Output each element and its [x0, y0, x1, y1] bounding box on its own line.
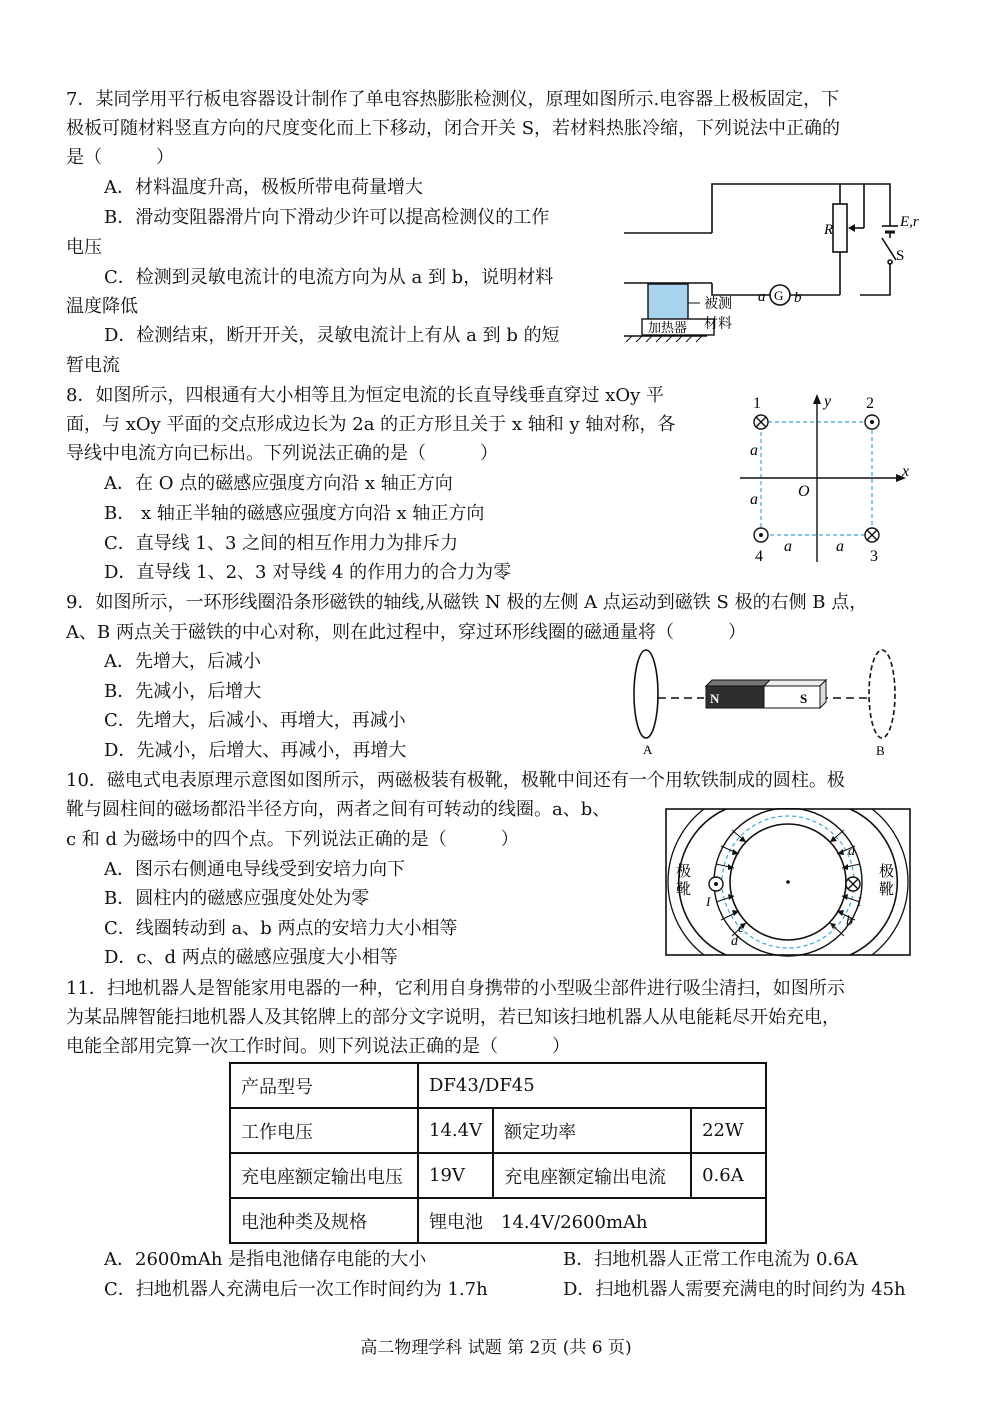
- battery-label: E,r: [900, 214, 919, 230]
- q9-magnet-coil-figure: [624, 646, 904, 758]
- pole-shoe-label: 靴: [879, 882, 895, 898]
- terminal-a-label: a: [758, 289, 766, 305]
- q7-stem-line: 7．某同学用平行板电容器设计制作了单电容热膨胀检测仪，原理如图所示.电容器上极板固定，下: [66, 89, 840, 110]
- q8-four-wires-figure: [740, 388, 920, 566]
- q7-option-a: A．材料温度升高，极板所带电荷量增大: [104, 177, 423, 198]
- y-axis-label: y: [824, 393, 832, 410]
- pole-shoe-label: 极: [879, 864, 895, 880]
- table-cell: 额定功率: [493, 1108, 691, 1153]
- table-row: [230, 1153, 766, 1198]
- table-cell: DF43/DF45: [418, 1063, 766, 1108]
- q7-option-b: B．滑动变阻器滑片向下滑动少许可以提高检测仪的工作: [104, 207, 550, 228]
- q9-option-b: B．先减小，后增大: [104, 681, 262, 702]
- q11-stem-line: 为某品牌智能扫地机器人及其铭牌上的部分文字说明，若已知该扫地机器人从电能耗尽开始充电，: [66, 1007, 840, 1028]
- galvanometer-icon: G: [774, 288, 784, 303]
- material-label: 被测: [704, 297, 732, 312]
- q10-option-d: D．c、d 两点的磁感应强度大小相等: [104, 947, 398, 968]
- q10-option-a: A．图示右侧通电导线受到安培力向下: [104, 859, 405, 880]
- table-row: [230, 1198, 766, 1243]
- switch-label: S: [896, 248, 905, 264]
- point-a-label: a: [848, 844, 855, 859]
- wire-1-into-page-icon: [754, 415, 768, 429]
- current-i-label: I: [706, 894, 711, 909]
- q7-option-d: D．检测结束，断开开关，灵敏电流计上有从 a 到 b 的短: [104, 325, 560, 346]
- pole-shoe-label: 靴: [676, 882, 692, 898]
- q8-stem-line: 面，与 xOy 平面的交点形成边长为 2a 的正方形且关于 x 轴和 y 轴对称，各: [66, 414, 676, 435]
- south-pole-label: S: [800, 691, 808, 706]
- table-row: [230, 1063, 766, 1108]
- table-row: [230, 1108, 766, 1153]
- point-b-label: b: [846, 914, 853, 929]
- q9-stem-line: 9．如图所示，一环形线圈沿条形磁铁的轴线,从磁铁 N 极的左侧 A 点运动到磁铁 S 极的右侧 B 点，: [66, 592, 868, 613]
- wire-4-label: 4: [755, 548, 763, 565]
- q11-stem-line: 电能全部用完算一次工作时间。则下列说法正确的是（ ）: [66, 1036, 570, 1057]
- side-a-label: a: [750, 442, 758, 459]
- q7-capacitor-circuit-figure: [612, 176, 942, 346]
- q8-option-d: D．直导线 1、2、3 对导线 4 的作用力的合力为零: [104, 562, 512, 583]
- origin-label: O: [798, 483, 810, 500]
- current-i-label: I: [857, 894, 862, 909]
- side-a-label: a: [836, 538, 844, 555]
- point-c-label: c: [738, 921, 745, 936]
- q8-option-c: C．直导线 1、3 之间的相互作用力为排斥力: [104, 533, 459, 554]
- table-cell: 14.4V: [418, 1108, 493, 1153]
- q10-stem-line: 10．磁电式电表原理示意图如图所示，两磁极装有极靴，极靴中间还有一个用软铁制成的圆柱。极: [66, 770, 845, 791]
- wire-2-label: 2: [866, 395, 874, 412]
- x-axis-label: x: [902, 463, 910, 480]
- q7-stem-line: 极板可随材料竖直方向的尺度变化而上下移动，闭合开关 S，若材料热胀冷缩，下列说法中正确的: [66, 118, 841, 139]
- heater-label: 加热器: [648, 320, 688, 335]
- wire-1-label: 1: [753, 395, 761, 412]
- q7-option-b-cont: 电压: [66, 237, 102, 258]
- q8-option-a: A．在 O 点的磁感应强度方向沿 x 轴正方向: [104, 473, 453, 494]
- material-label: 材料: [704, 317, 732, 332]
- q7-option-c: C．检测到灵敏电流计的电流方向为从 a 到 b，说明材料: [104, 267, 554, 288]
- table-cell: 产品型号: [230, 1063, 418, 1108]
- q10-option-c: C．线圈转动到 a、b 两点的安培力大小相等: [104, 918, 458, 939]
- robot-nameplate-table: [229, 1062, 767, 1244]
- table-cell: 充电座额定输出电流: [493, 1153, 691, 1198]
- q9-stem-line: A、B 两点关于磁铁的中心对称，则在此过程中，穿过环形线圈的磁通量将（ ）: [66, 622, 746, 643]
- side-a-label: a: [784, 538, 792, 555]
- q9-option-a: A．先增大，后减小: [104, 651, 261, 672]
- point-d-label: d: [731, 934, 738, 949]
- q11-option-c: C．扫地机器人充满电后一次工作时间约为 1.7h: [104, 1279, 488, 1300]
- wire-4-out-of-page-icon: [754, 528, 768, 542]
- q8-stem-line: 8．如图所示，四根通有大小相等且为恒定电流的长直导线垂直穿过 xOy 平: [66, 385, 664, 406]
- table-cell: 电池种类及规格: [230, 1198, 418, 1243]
- terminal-b-label: b: [794, 290, 802, 306]
- q10-galvanometer-magnet-figure: [664, 808, 912, 958]
- q7-option-c-cont: 温度降低: [66, 296, 138, 317]
- table-cell: 22W: [691, 1108, 766, 1153]
- q11-stem-line: 11．扫地机器人是智能家用电器的一种，它利用自身携带的小型吸尘部件进行吸尘清扫，如图所示: [66, 978, 845, 999]
- table-cell: 19V: [418, 1153, 493, 1198]
- side-a-label: a: [750, 491, 758, 508]
- left-wire-out-icon: [709, 877, 723, 891]
- point-a-label: A: [643, 742, 653, 757]
- q8-stem-line: 导线中电流方向已标出。下列说法正确的是（ ）: [66, 443, 498, 464]
- point-b-label: B: [876, 743, 885, 758]
- q9-option-d: D．先减小，后增大、再减小，再增大: [104, 740, 407, 761]
- q7-option-d-cont: 暂电流: [66, 355, 120, 376]
- wire-3-into-page-icon: [865, 528, 879, 542]
- table-cell: 工作电压: [230, 1108, 418, 1153]
- q10-stem-line: 靴与圆柱间的磁场都沿半径方向，两者之间有可转动的线圈。a、b、: [66, 799, 611, 820]
- wire-2-out-of-page-icon: [865, 415, 879, 429]
- resistor-label: R: [824, 222, 834, 238]
- wire-3-label: 3: [870, 548, 878, 565]
- table-cell: 锂电池 14.4V/2600mAh: [418, 1198, 766, 1243]
- q8-option-b: B． x 轴正半轴的磁感应强度方向沿 x 轴正方向: [104, 503, 485, 524]
- q10-option-b: B．圆柱内的磁感应强度处处为零: [104, 888, 370, 909]
- q7-stem-line: 是（ ）: [66, 147, 174, 168]
- q11-option-a: A．2600mAh 是指电池储存电能的大小: [104, 1249, 427, 1270]
- pole-shoe-label: 极: [676, 864, 692, 880]
- table-cell: 充电座额定输出电压: [230, 1153, 418, 1198]
- north-pole-label: N: [710, 691, 720, 706]
- q11-option-d: D．扫地机器人需要充满电的时间约为 45h: [563, 1279, 906, 1300]
- q10-stem-line: c 和 d 为磁场中的四个点。下列说法正确的是（ ）: [66, 829, 519, 850]
- q9-option-c: C．先增大，后减小、再增大，再减小: [104, 710, 406, 731]
- right-wire-in-icon: [846, 877, 860, 891]
- page-footer: 高二物理学科 试题 第 2页 (共 6 页): [360, 1338, 632, 1358]
- table-cell: 0.6A: [691, 1153, 766, 1198]
- q11-option-b: B．扫地机器人正常工作电流为 0.6A: [563, 1249, 858, 1270]
